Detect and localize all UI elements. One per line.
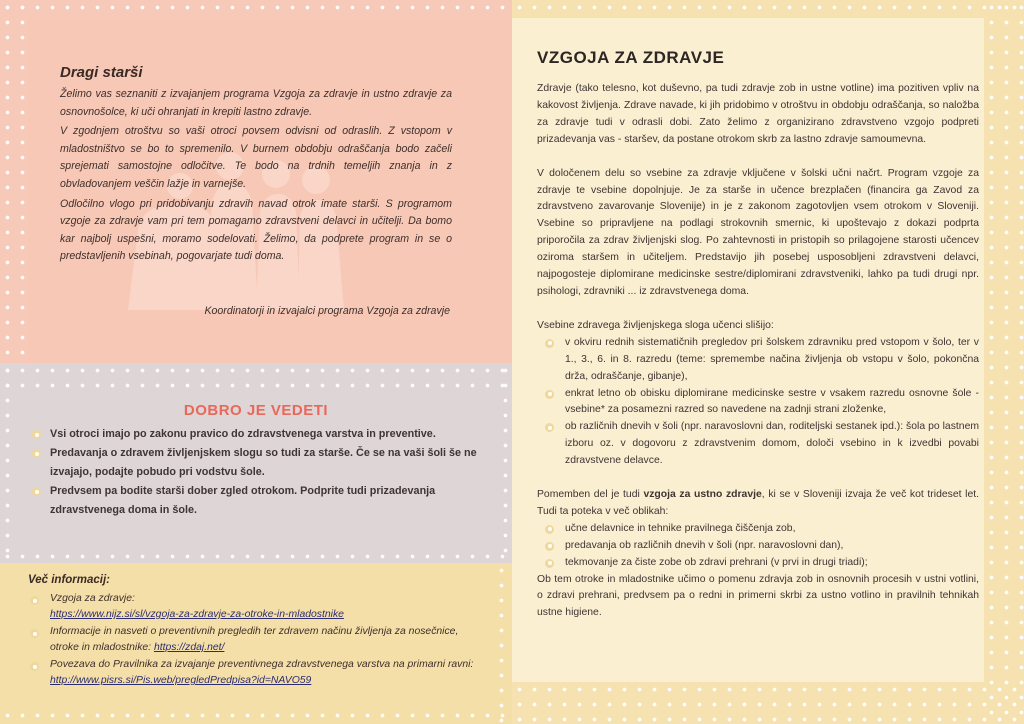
list-item-text: predavanja ob različnih dnevih v šoli (npr. naravoslovni dan),	[565, 539, 844, 551]
good-to-know-list	[30, 425, 490, 520]
list-item	[28, 624, 488, 656]
right-column	[512, 0, 1024, 724]
bullet-icon	[32, 430, 41, 439]
dot-pattern	[0, 549, 512, 563]
bullet-icon	[545, 390, 554, 399]
health-education-panel	[512, 18, 984, 682]
greeting-paragraph: Odločilno vlogo pri pridobivanju zdravih navad otrok imate starši. S programom vzgoje za zdravje vam pri tem pomagamo zdravstveni delavci in učitelji. Da bomo kar najbolj uspešni, moramo sodelovati. Želimo, da podprete program in se o predstavljenih vsebinah, pogovarjate tudi doma.	[60, 197, 452, 263]
oral-health-list	[537, 521, 979, 572]
bullet-icon	[545, 423, 554, 432]
bullet-icon	[30, 596, 39, 605]
paragraph: Vsebine zdravega življenjskega sloga učenci slišijo:	[537, 319, 774, 331]
dot-pattern	[0, 363, 14, 563]
greeting-paragraph: Želimo vas seznaniti z izvajanjem programa Vzgoja za zdravje in ustno zdravje za osnovnošolce, ki uči ohranjati in krepiti lastno zdravje.	[60, 88, 452, 118]
more-info-list	[28, 591, 488, 690]
greeting-paragraph: V zgodnjem otroštvu so vaši otroci povsem odvisni od odraslih. Z vstopom v mladostništvo se bo to spremenilo. V burnem obdobju odraščanja bodo začeli sprejemati samostojne odločitve. Te bodo na trdnih temeljih znanja in z obvladovanjem veščin lažje in varnejše.	[60, 125, 452, 190]
text-run: , ki se v Sloveniji izvaja že več kot trideset let. Tudi ta poteka v več oblikah:	[537, 489, 980, 517]
pisrs-link[interactable]: http://www.pisrs.si/Pis.web/pregledPredpisa?id=NAVO59	[50, 675, 312, 686]
bullet-icon	[32, 487, 41, 496]
list-item	[30, 444, 490, 482]
bullet-icon	[30, 662, 39, 671]
good-to-know-title: DOBRO JE VEDETI	[183, 402, 329, 419]
bullet-icon	[545, 559, 554, 568]
good-to-know-section	[0, 363, 512, 563]
dot-pattern	[0, 363, 512, 389]
dot-pattern	[512, 682, 1024, 724]
list-item	[537, 538, 979, 555]
more-info-title: Več informacij:	[28, 574, 111, 586]
list-item-text: ob različnih dnevih v šoli (npr. naravoslovni dan, roditeljski sestanek ipd.): šola po lastnem izboru oz. v dogovoru z zdravstvenim domom, določi vsebino in k izvedbi povabi zdravstvene delavce.	[565, 421, 979, 467]
text-run: Pomemben del je tudi	[537, 489, 644, 501]
greeting-body	[60, 86, 452, 268]
list-item-text: Predavanja o zdravem življenjskem slogu so tudi za starše. Če se na vaši šoli še ne izvajajo, podajte pobudo pri vodstvu šole.	[50, 447, 477, 478]
bullet-icon	[545, 542, 554, 551]
bullet-icon	[545, 339, 554, 348]
greeting-signature: Koordinatorji in izvajalci programa Vzgoja za zdravje	[204, 305, 450, 317]
paragraph	[537, 487, 979, 521]
paragraph: Zdravje (tako telesno, kot duševno, pa tudi zdravje zob in ustne votline) ima pozitiven vpliv na kakovost življenja. Zdrave navade, ki jih pridobimo v otroštvu in obdobju odraščanja, so naložba za zdravje tudi v odrasli dobi. Zato želimo z organizirano zdravstveno vzgojo podpreti prizadevanja vas - staršev, da postane otrokom skrb za lastno zdravje samoumevna.	[537, 83, 979, 145]
list-item	[537, 521, 979, 538]
page-title: VZGOJA ZA ZDRAVJE	[537, 48, 725, 67]
list-item	[28, 657, 488, 689]
list-item-text: v okviru rednih sistematičnih pregledov pri šolskem zdravniku pred vstopom v šolo, ter v 1., 3., 6. in 8. razredu (teme: spremembe načina življenja ob vstopu v šolo, pokončna drža, odraščanje, gibanje),	[565, 336, 979, 382]
list-item-text: Predvsem pa bodite starši dober zgled otrokom. Podprite tudi prizadevanja zdravstvenega doma in šole.	[50, 485, 436, 516]
bullet-icon	[32, 449, 41, 458]
list-item	[30, 425, 490, 444]
greeting-section	[0, 0, 512, 363]
list-item-text: Vzgoja za zdravje:	[50, 593, 135, 604]
greeting-title: Dragi starši	[60, 64, 143, 81]
list-item	[537, 386, 979, 420]
zdaj-link[interactable]: https://zdaj.net/	[153, 642, 225, 653]
list-item	[537, 555, 979, 572]
list-item-text: učne delavnice in tehnike pravilnega čiščenja zob,	[565, 522, 796, 534]
paragraph: Ob tem otroke in mladostnike učimo o pomenu zdravja zob in osnovnih procesih v ustni votlini, o zdravi prehrani, predvsem pa o redni in primerni skrbi za ustno votlino in pravilnih tehnikah ustne higiene.	[537, 573, 979, 619]
dot-pattern	[984, 0, 1024, 724]
list-item	[537, 419, 979, 470]
dot-pattern	[0, 0, 512, 18]
paragraph: V določenem delu so vsebine za zdravje vključene v šolski učni načrt. Program vzgoje za zdravje te vsebine dopolnjuje. Je za starše in učence brezplačen (financira ga Zavod za zdravstveno zavarovanje Slovenije) in je z zakonom zagotovljen vsem otrokom v Sloveniji. Vsebine so pripravljene na podlagi strokovnih smernic, ki upoštevajo z dokazi podprta priporočila za zdrav življenjski slog. Po zahtevnosti in pristopih so prilagojene starosti učencev oziroma staršem in učiteljem. Predstavijo jih posebej usposobljeni zdravstveni delavci, najpogosteje diplomirane medicinske sestre/diplomirani zdravstveniki, lahko pa tudi drugi npr. psihologi, zdravniki ... iz zdravstvenega doma.	[537, 167, 979, 297]
nijz-link[interactable]: https://www.nijz.si/sl/vzgoja-za-zdravje-za-otroke-in-mladostnike	[50, 609, 344, 620]
more-info-section	[0, 563, 512, 724]
health-education-body	[537, 81, 979, 622]
list-item	[28, 591, 488, 623]
list-item	[30, 482, 490, 520]
bullet-icon	[545, 525, 554, 534]
list-item	[537, 335, 979, 386]
list-item-text: Vsi otroci imajo po zakonu pravico do zdravstvenega varstva in preventive.	[50, 428, 436, 440]
dot-pattern	[498, 363, 512, 563]
list-item-text: enkrat letno ob obisku diplomirane medicinske sestre v vsakem razredu osnovne šole - vsebine* za posamezni razred so navedene na zadnji strani zloženke,	[565, 387, 979, 416]
list-item-text: Informacije in nasveti o preventivnih pregledih ter zdravem načinu življenja za nosečnice, otroke in mladostnike:	[50, 626, 459, 653]
list-item-text: Povezava do Pravilnika za izvajanje preventivnega zdravstvenega varstva na primarni ravni:	[50, 659, 474, 670]
bullet-icon	[30, 629, 39, 638]
dot-pattern	[512, 0, 1024, 18]
dot-pattern	[0, 708, 512, 724]
dot-pattern	[494, 563, 512, 724]
dot-pattern	[0, 0, 28, 363]
emphasis-text: vzgoja za ustno zdravje	[643, 489, 762, 501]
list-item-text: tekmovanje za čiste zobe ob zdravi prehrani (v prvi in drugi triadi);	[565, 556, 868, 568]
topics-list	[537, 335, 979, 470]
